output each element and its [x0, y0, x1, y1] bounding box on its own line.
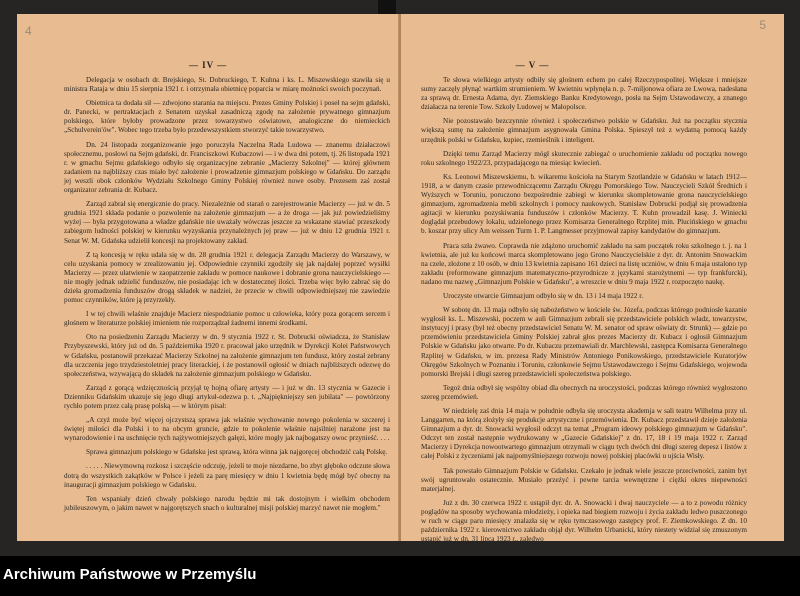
paragraph: Oto na posiedzeniu Zarządu Macierzy w dn. 9 stycznia 1922 r. St. Dobrucki oświadcza, że Stanisław Przybyszewski, który już od dn. 5 października 1920 r. pracował jako urzędnik w Dyrekcji Kolei Państwowych w Gdańsku, postanowił przekazać Macierzy Szkolnej na założenie gimnazjum ten fundusz, który został zebrany dla uczczenia jego trzydziestoletniej pracy literackiej, i że postanowił ogłosić w dniach najbliższych odezwę do społeczeństwa, wzywającą do składek na założenie gimnazjum polskiego w Gdańsku.	[64, 333, 390, 378]
right-page	[401, 14, 784, 544]
paragraph: I w tej chwili właśnie znajduje Macierz niespodzianie pomoc u człowieka, który poza gorącem sercem i głośnem w literaturze polskiej imieniem nie rozporządzał żadnemi innemi środkami.	[64, 310, 390, 328]
paragraph: Ks. Leonowi Miszewskiemu, b. wikaremu kościoła na Starym Szotlandzie w Gdańsku w latach 1912—1918, a w danym czasie przewodniczącemu Zarządu Okręgu Pomorskiego Tow. Nauczycieli Szkół Średnich i Wyższych w Toruniu, poruczono bezpośrednie zabiegi w kierunku skompletowanie grona nauczycielskiego gimnazjum, zgromadzenia mebli szkolnych i pomocy naukowych. Stanisław Dobrucki podjął się prowadzenia agitacji w kierunku pozyskiwania funduszów i członków Macierzy. T. Kuhn prowadził kasę. J. Winiecki doglądał przebudowy lokalu, udzielonego przez Komisarza Generalnego Rzplitej min. Plucińskiego w gmachu b. koszar przy ulicy Am weissen Turm 1. P. Langmesser przyjmował zapisy kandydatów do gimnazjum.	[421, 172, 747, 236]
paragraph: Sprawa gimnazjum polskiego w Gdańsku jest sprawą, która winna jak najgoręcej obchodzić całą Polskę.	[86, 448, 388, 457]
left-page	[17, 14, 399, 541]
right-page-text	[421, 76, 747, 549]
paragraph: Te słowa wielkiego artysty odbiły się głośnem echem po całej Rzeczypospolitej. Większe i mniejsze sumy zaczęły płynąć wartkim strumieniem. W kwietniu wpłynęła n. p. 7-miljonowa ofiara ze Lwowa, nadesłana za sprawą dr. Ernesta Adama, dyr. Ziemskiego Banku Kredytowego, posła na Sejm Ustawodawczy, a znanego działacza na terenie Tow. Szkoły Ludowej w Małopolsce.	[421, 76, 747, 112]
paragraph: Obietnica ta dodała sił — zdwojono starania na miejscu. Prezes Gminy Polskiej i poseł na sejm gdański, dr. Panecki, w pertraktacjach z Senatem uzyskał zasadniczą zgodę na założenie prywatnego gimnazjum polskiego, które byłoby prowadzone przez towarzystwo oświatowe, analogiczne do niemieckich „Schulverein'ów". Wobec tego trzeba było przedewszystkiem stworzyć takie towarzystwo.	[64, 99, 390, 135]
page-number-right: — V —	[515, 60, 550, 70]
archive-caption: Archiwum Państwowe w Przemyślu	[3, 566, 257, 583]
archive-caption-bar	[0, 556, 800, 596]
paragraph: „A czyż może być więcej ojczystszą sprawa jak właśnie wychowanie nowego pokolenia w szczerej i świętej miłości dla Polski i to na obcym gruncie, gdzie to pokolenie właśnie najsilniej narażone jest na wynarodowienie i na uschnięcie tych najżywotniejszych gałęzi, które mogły jak najbogatszy owoc przynieść. . . .	[64, 416, 390, 443]
paragraph: W niedzielę zaś dnia 14 maja w południe odbyła się uroczysta akademja w sali teatru Wilhelma przy ul. Langgarten, na którą złożyły się produkcje artystyczne i przemówienia. Dr. Kubacz przedstawił dzieje założenia Gimnazjum a dyr. dr. Snowacki wygłosił odczyt na temat „Program ideowy polskiego gimnazjum w Gdańsku". Odczyt ten został następnie wydrukowany w „Gazecie Gdańskiej" z dn. 17, 18 i 19 maja 1922 r. Zarząd Macierzy i Dyrekcja nowootwartego gimnazjum otrzymali w ciągu tych dwóch dni długi szereg depesz i listów z całej Polski z życzeniami jak najpomyślniejszego rozwoju nowej polskiej placówki u ujścia Wisły.	[421, 407, 747, 461]
page-number-left: — IV —	[188, 60, 228, 70]
folio-mark-left: 4	[25, 24, 32, 38]
paragraph: W sobotę dn. 13 maja odbyło się nabożeństwo w kościele św. Józefa, podczas którego podniosłe kazanie wygłosił ks. L. Miszewski, poczem w auli Gimnazjum zebrali się przedstawiciele polskich władz, towarzystw, instytucyj i prasy (był też obecny przedstawiciel Senatu W. M. senator od spraw oświaty dr. Strunk) — gdzie po przemówieniu przedstawiciela Gminy Polskiej zabrał głos prezes Macierzy dr. Kubacz i ogłosił Gimnazjum Polskie w Gdańsku jako otwarte. Po dr. Kubaczu przemawiali dr. Marchlewski, zastępca Komisarza Generalnego Rzplitej w Gdańsku, w im. prezesa Rady Ministrów Antoniego Ponikowskiego, przedstawiciele Kuratorjów Okręgów Szkolnych w Poznaniu i Toruniu, członkowie Sejmu Ustawodawczego i Sejmu Gdańskiego, wojewoda pomorski Brejski i długi szereg przedstawicieli społeczeństwa polskiego.	[421, 306, 747, 378]
paragraph: Delegacja w osobach dr. Brejskiego, St. Dobruckiego, T. Kuhna i ks. L. Miszewskiego stawiła się u ministra Rataja w dniu 15 sierpnia 1921 r. i otrzymała obietnicę poparcia w miarę możności swoich poczynań.	[64, 76, 390, 94]
left-page-text	[64, 76, 390, 518]
paragraph: Tak powstało Gimnazjum Polskie w Gdańsku. Czekało je jednak wiele jeszcze przeciwności, zanim byt swój ugruntowało ostatecznie. Musiało przeżyć i pewne tarcia wewnętrzne i ciężki okres niepewności materjalnej.	[421, 466, 747, 493]
paragraph: Dzięki temu Zarząd Macierzy mógł skutecznie zabiegać o uruchomienie zakładu od początku nowego roku szkolnego 1922/23, przypadającego na miesiąc kwiecień.	[421, 149, 747, 167]
folio-mark-right: 5	[759, 18, 766, 32]
paragraph: . . . . . Niewymowną rozkosz i szczęście odczuję, jeżeli te moje niezdarne, bo zbyt głęboko odczute słowa dotrą do wszystkich zakątków w Polsce i jeżeli za parę miesięcy w dniu 1 kwietnia będę mógł być obecny na inauguracji gimnazjum polskiego w Gdańsku.	[64, 462, 390, 489]
paragraph: Praca szła żwawo. Coprawda nie zdążono uruchomić zakładu na sam początek roku szkolnego t. j. na 1 kwietnia, ale już ku końcowi marca skompletowano jego Grono Nauczycielskie z dyr. dr. Antonim Snowackim na czele, złożone z 10 osób, w dniu 13 kwietnia zapisano 161 dzieci na listę uczniów, w dniu 6 maja ustalono typ zakładu (reformowane gimnazjum matematyczno-przyrodnicze z językami starożytnemi — typ frankfurcki), nadano mu nazwę „Gimnazjum Polskie w Gdańsku", a wreszcie w dniu 9 maja 1922 r. rozpoczęto naukę.	[421, 241, 747, 286]
document-spread	[17, 14, 784, 544]
paragraph: Dn. 24 listopada zorganizowanie jego poruczyła Naczelna Rada Ludowa — znanemu działaczowi społecznemu, posłowi na Sejm gdański, dr. Franciszkowi Kubaczowi — i w dwa dni potem, tj. 26 listopada 1921 r. w gmachu Sejmu gdańskiego odbyło się organizacyjne zebranie „Macierzy Szkolnej" — której głównem zadaniem na najbliższy czas miało być założenie i prowadzenie gimnazjum polskiego w Gdańsku. Do zarządu jej weszli obok członków Wydziału Szkolnego Gminy Polskiej również nowe osoby. Prezesem zaś został organizator zebrania dr. Kubacz.	[64, 140, 390, 195]
paragraph: Uroczyste otwarcie Gimnazjum odbyło się w dn. 13 i 14 maja 1922 r.	[443, 291, 644, 300]
paragraph: Tegoż dnia odbył się wspólny obiad dla obecnych na uroczystości, podczas którego również wygłoszono szereg przemówień.	[421, 383, 747, 401]
paragraph: Nie pozostawało bezczynnie również i społeczeństwo polskie w Gdańsku. Już na początku stycznia większą sumę na założenie gimnazjum asygnowała Gmina Polska. Spieszył też z wydatną pomocą każdy urzędnik polski w Gdańsku, kupiec, rzemieślnik i inteligent.	[421, 117, 747, 144]
paragraph: Ten wspaniały dzień chwały polskiego narodu będzie mi tak dostojnym i wielkim obchodem jubileuszowym, o jakim nawet w najgorętszych snach o kulturalnej misji polskiej marzyć nawet nie mogłem."	[64, 494, 390, 512]
paragraph: Zarząd zabrał się energicznie do pracy. Niezależnie od starań o zarejestrowanie Macierzy — już w dn. 5 grudnia 1921 składa podanie o pozwolenie na założenie gimnazjum — a że droga — jak już powiedzieliśmy wyżej — była przygotowana a władze gdańskie nie uważały wówczas jeszcze za wskazane stawiać przeszkody zabiegom ludności polskiej w kierunku wyzyskania przynależnych jej praw — już w dniu 12 grudnia 1921 r. Senat W. M. Gdańska udzielił koncesji na projektowany zakład.	[64, 200, 390, 245]
paragraph: Już z dn. 30 czerwca 1922 r. ustąpił dyr. dr. A. Snowacki i dwaj nauczyciele — a to z powodu różnicy poglądów na sposoby wychowania młodzieży, i opieka nad biegiem rozwoju i życia zakładu ledwo puszczonego w ruch w ciągu paru miesięcy znalazła się w ręku tymczasowego zastępcy prof. F. Ziemkowskiego. Z dn. 10 października 1922 r. kierownictwo zakładu objął dyr. Wilhelm Urbanicki, który niestety widział się zmuszonym ustąpić już w dn. 31 lipca 1923 r., zaledwo	[421, 498, 747, 544]
paragraph: Zarząd z gorącą wdzięcznością przyjął tę hojną ofiarę artysty — i już w dn. 13 stycznia w Gazecie i Dzienniku Gdańskim ukazuje się jego długi artykuł-odezwa p. t. „Najpiękniejszy sen jubilata" — powtórzony rychło potem przez całą prasę polską — w którym pisał:	[64, 383, 390, 410]
paragraph: Z tą koncesją w ręku udała się w dn. 28 grudnia 1921 r. delegacja Zarządu Macierzy do Warszawy, w celu uzyskania pomocy w zrealizowaniu jej. Odpowiednie czynniki zgodziły się jak najdalej poprzeć wysiłki Macierzy — przez ułatwienie w zaopatrzenie zakładu w pomoce naukowe i dobranie grona nauczycielskiego — nie mogły jednak udzielić funduszów, nie posiadając ich w dostatecznej ilości. Trzeba więc było zabrać się do dzieła gromadzenia funduszów drogą składek w nadziei, że przecie w chwili odpowiedniejszej nie zawiedzie pomoc czynników, które ją przyrzekły.	[64, 250, 390, 305]
